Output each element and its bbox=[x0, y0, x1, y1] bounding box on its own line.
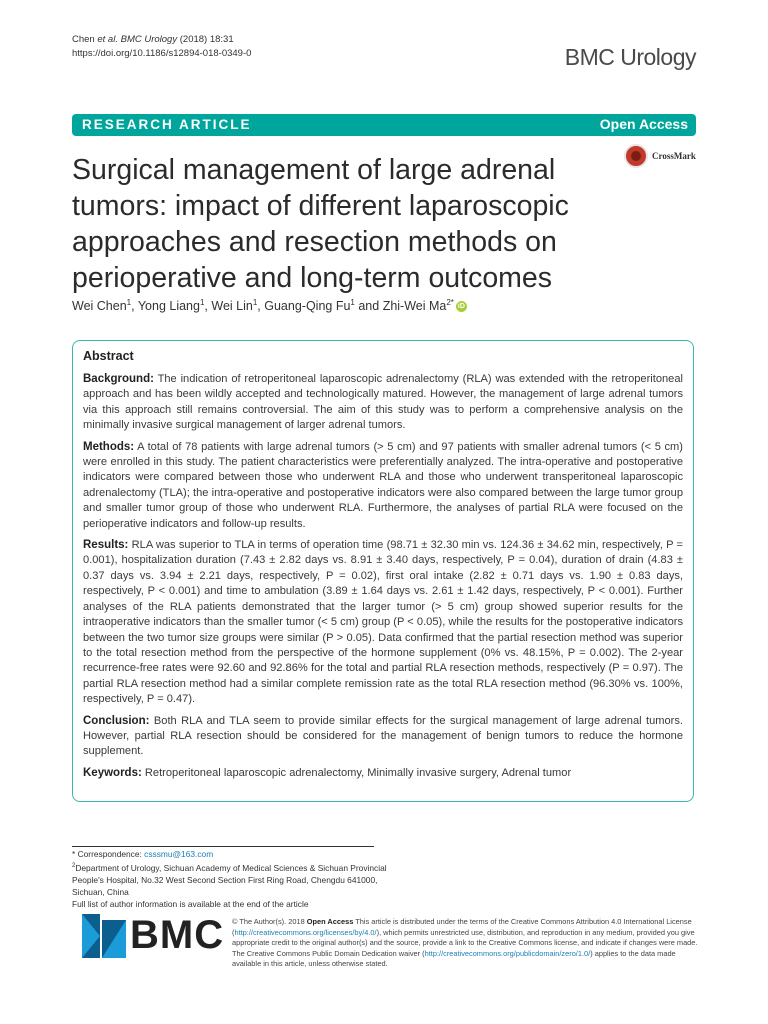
author-separator: , bbox=[257, 299, 265, 314]
section-label: Results: bbox=[83, 539, 129, 552]
journal-logo: BMC Urology bbox=[564, 44, 696, 70]
doi-link[interactable]: https://doi.org/10.1186/s12894-018-0349-0 bbox=[72, 48, 252, 59]
open-access-term: Open Access bbox=[306, 917, 354, 926]
author-list bbox=[72, 298, 467, 313]
section-label: Methods: bbox=[83, 440, 135, 453]
article-type-label: RESEARCH ARTICLE bbox=[82, 117, 252, 132]
author-name[interactable]: Wei Chen bbox=[72, 299, 127, 314]
bmc-logo bbox=[82, 913, 224, 958]
citation bbox=[72, 33, 251, 61]
section-label: Conclusion: bbox=[83, 714, 150, 727]
abstract-background bbox=[83, 372, 683, 434]
open-access-label: Open Access bbox=[599, 116, 688, 132]
abstract-conclusion bbox=[83, 714, 683, 760]
author-name[interactable]: Guang-Qing Fu bbox=[264, 299, 351, 314]
citation-authors: Chen bbox=[72, 34, 95, 45]
abstract-box bbox=[72, 340, 694, 802]
license-text: This article is distributed under the terms of the Creative Commons Attribution 4.0 International License ( bbox=[232, 917, 692, 937]
affiliation-sup: 2 bbox=[72, 863, 76, 869]
license-text: ) applies to the data made available in this article, unless otherwise stated. bbox=[232, 948, 676, 969]
section-text: Retroperitoneal laparoscopic adrenalectomy, Minimally invasive surgery, Adrenal tumor bbox=[144, 766, 572, 779]
author-name[interactable]: Yong Liang bbox=[137, 299, 200, 314]
footnote-divider bbox=[72, 846, 374, 847]
correspondence-label: * Correspondence: bbox=[72, 849, 142, 859]
author-affiliation-sup: 1 bbox=[126, 298, 132, 307]
author-name[interactable]: Zhi-Wei Ma bbox=[382, 299, 447, 314]
section-text: The indication of retroperitoneal laparoscopic adrenalectomy (RLA) was extended with the retroperitoneal approach and has been wildly accepted and technologically matured. However, the management of large adrenal tumors via this approach still remains controversial. The aim of this study was to perform a comprehensive analysis on the minimally invasive surgical management of larger adrenal tumors. bbox=[83, 373, 683, 432]
author-separator: , bbox=[131, 299, 138, 314]
article-title: Surgical management of large adrenal tumors: impact of different laparoscopic approaches and resection methods on perioperative and long-term outcomes bbox=[72, 154, 569, 294]
author-affiliation-sup: 1 bbox=[199, 298, 205, 307]
abstract-heading: Abstract bbox=[83, 349, 134, 363]
article-type-banner bbox=[72, 114, 696, 136]
author-name[interactable]: Wei Lin bbox=[211, 299, 253, 314]
orcid-icon[interactable]: iD bbox=[457, 303, 465, 311]
section-label: Keywords: bbox=[83, 766, 142, 779]
cc-zero-waiver-link[interactable]: http://creativecommons.org/publicdomain/zero/1.0/ bbox=[424, 948, 591, 958]
abstract-keywords bbox=[83, 766, 683, 781]
crossmark-icon bbox=[624, 144, 648, 168]
section-text: RLA was superior to TLA in terms of operation time (98.71 ± 32.30 min vs. 124.36 ± 34.62 min, respectively, P = 0.001), hospitalization duration (7.43 ± 2.82 days vs. 8.91 ± 3.40 days, respectively, P = 0.04), duration of drain (4.83 ± 0.37 days vs. 3.94 ± 2.21 days, respectively, P = 0.02), first oral intake (2.82 ± 0.71 days vs. 1.90 ± 0.83 days, respectively, P < 0.001) and time to ambulation (3.89 ± 1.64 days vs. 2.61 ± 1.42 days, respectively, P < 0.001). Further analyses of the RLA patients demonstrated that the larger tumor (> 5 cm) group showed superior results for the intraoperative indicators than the smaller tumor (< 5 cm) group (P < 0.05), while the results for the postoperative indicators between the two tumor size groups were similar (P > 0.05). Data confirmed that the partial resection method was superior to the total resection method from the perspective of the hormone supplement (0% vs. 48.15%, P = 0.002). The 2-year recurrence-free rates were 92.60 and 92.86% for the total and partial RLA resection methods, respectively (P = 0.97). The partial RLA resection method had a similar complete remission rate as the total RLA resection method (96.30% vs. 100%, respectively, P = 0.47). bbox=[83, 539, 683, 706]
section-text: A total of 78 patients with large adrenal tumors (> 5 cm) and 97 patients with smaller adrenal tumors (< 5 cm) were enrolled in this study. The patient characteristics were preferentially analyzed. The intra-operative and postoperative indicators were compared between those who underwent RLA and those who underwent transperitoneal laparoscopic adrenalectomy (TLA); the intra-operative and postoperative indicators were also compared between the large tumor group and smaller tumor group of those who underwent RLA. Furthermore, the analyses of partial RLA were focused on the perioperative indicators and follow-up results. bbox=[83, 440, 683, 530]
citation-etal: et al. bbox=[97, 34, 118, 45]
affiliation-text: Department of Urology, Sichuan Academy of Medical Sciences & Sichuan Provincial People's Hospital, No.32 West Second Section First Ring Road, Chengdu 641000, Sichuan, China bbox=[72, 862, 387, 897]
citation-year-volume: (2018) 18:31 bbox=[179, 34, 234, 45]
author-separator: , bbox=[204, 299, 212, 314]
footnotes bbox=[72, 848, 392, 910]
abstract-methods bbox=[83, 440, 683, 532]
author-separator: and bbox=[354, 299, 383, 314]
copyright-text: © The Author(s). 2018 bbox=[232, 917, 305, 926]
author-affiliation-sup: 1 bbox=[350, 298, 355, 307]
correspondence-email-link[interactable]: csssmu@163.com bbox=[144, 849, 214, 859]
section-label: Background: bbox=[83, 373, 154, 385]
cc-by-license-link[interactable]: http://creativecommons.org/licenses/by/4.0/ bbox=[234, 927, 377, 937]
citation-journal: BMC Urology bbox=[120, 34, 178, 45]
author-info-note: Full list of author information is available at the end of the article bbox=[72, 898, 309, 909]
crossmark-badge[interactable] bbox=[624, 144, 696, 168]
author-affiliation-sup: 2* bbox=[446, 298, 454, 307]
license-statement bbox=[232, 917, 698, 970]
crossmark-label: CrossMark bbox=[652, 151, 696, 161]
bmc-logo-icon bbox=[82, 914, 126, 958]
author-affiliation-sup: 1 bbox=[252, 298, 258, 307]
section-text: Both RLA and TLA seem to provide similar effects for the surgical management of large adrenal tumors. However, partial RLA resection should be considered for the management of benign tumors to reduce the hormone supplement. bbox=[83, 714, 683, 758]
bmc-logo-text: BMC bbox=[130, 913, 225, 957]
license-text: ), which permits unrestricted use, distribution, and reproduction in any medium, provided you give appropriate credit to the original author(s) and the source, provide a link to the Creative Commons license, and indicate if changes were made. The Creative Commons Public Domain Dedication waiver ( bbox=[232, 927, 698, 958]
abstract-results bbox=[83, 538, 683, 707]
